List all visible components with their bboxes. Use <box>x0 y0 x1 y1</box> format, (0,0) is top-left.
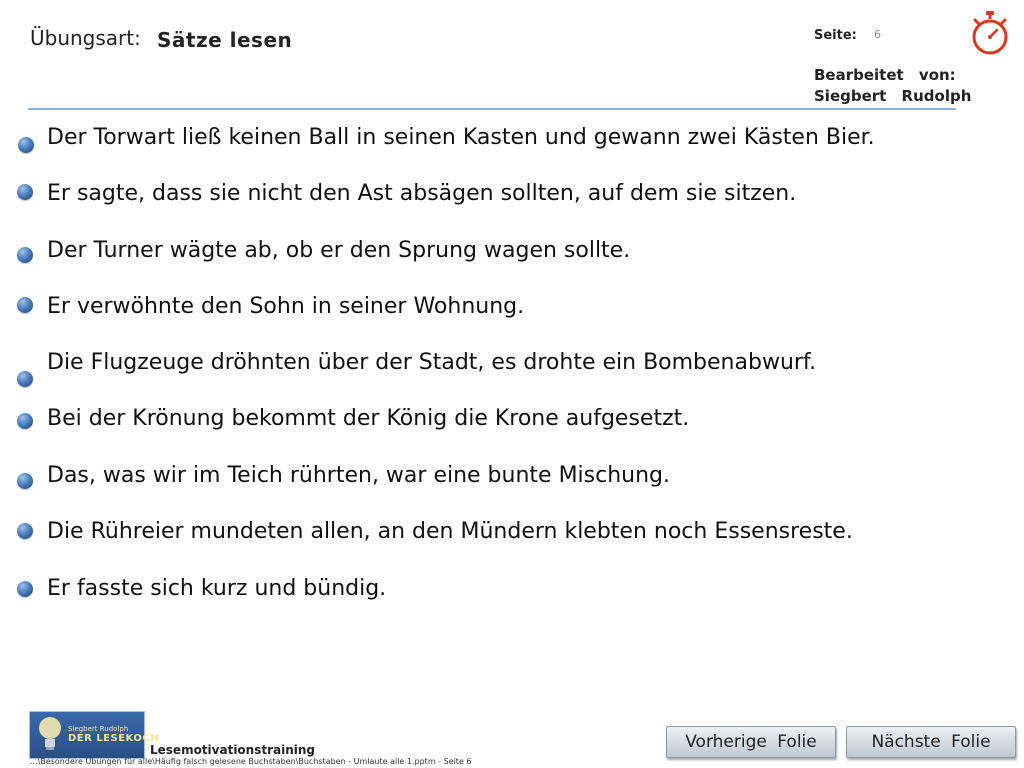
header-divider <box>28 108 956 110</box>
edited-by-label: Bearbeitet von: <box>814 66 956 84</box>
sentence-2: Er sagte, dass sie nicht den Ast absägen sollten, auf dem sie sitzen. <box>47 181 797 206</box>
bullet-icon <box>17 413 33 429</box>
bullet-icon <box>17 247 33 263</box>
sentence-5: Die Flugzeuge dröhnten über der Stadt, es drohte ein Bombenabwurf. <box>47 350 817 375</box>
author-name: Siegbert Rudolph <box>814 87 972 105</box>
program-label: Lesemotivationstraining <box>150 743 316 757</box>
page-label: Seite: <box>814 28 857 43</box>
sentence-9: Er fasste sich kurz und bündig. <box>47 576 387 601</box>
exercise-type-value: Sätze lesen <box>157 28 293 52</box>
bullet-icon <box>17 371 33 387</box>
sentence-4: Er verwöhnte den Sohn in seiner Wohnung. <box>47 294 525 319</box>
sentence-8: Die Rühreier mundeten allen, an den Mündern klebten noch Essensreste. <box>47 519 853 544</box>
exercise-type-label: Übungsart: <box>30 26 141 50</box>
bullet-icon <box>18 137 34 153</box>
bullet-icon <box>17 523 33 539</box>
sentence-7: Das, was wir im Teich rührten, war eine bunte Mischung. <box>47 463 671 488</box>
next-slide-button[interactable]: Nächste Folie <box>846 726 1016 758</box>
logo-title: DER LESEKOCH <box>68 733 160 744</box>
stopwatch-icon[interactable] <box>968 10 1012 56</box>
bullet-icon <box>17 297 33 313</box>
sentence-6: Bei der Krönung bekommt der König die Krone aufgesetzt. <box>47 406 690 431</box>
page-number: 6 <box>874 28 881 41</box>
file-path: ...\Besondere Übungen für alle\Häufig falsch gelesene Buchstaben\Buchstaben - Umlaute alle 1.pptm - Seite 6 <box>30 757 472 766</box>
bullet-icon <box>17 581 33 597</box>
logo-author: Siegbert Rudolph <box>68 725 129 733</box>
bullet-icon <box>17 473 33 489</box>
bullet-icon <box>17 184 33 200</box>
previous-slide-button[interactable]: Vorherige Folie <box>666 726 836 758</box>
sentence-1: Der Torwart ließ keinen Ball in seinen Kasten und gewann zwei Kästen Bier. <box>47 125 875 150</box>
sentence-3: Der Turner wägte ab, ob er den Sprung wagen sollte. <box>47 238 631 263</box>
lightbulb-icon <box>32 713 68 757</box>
